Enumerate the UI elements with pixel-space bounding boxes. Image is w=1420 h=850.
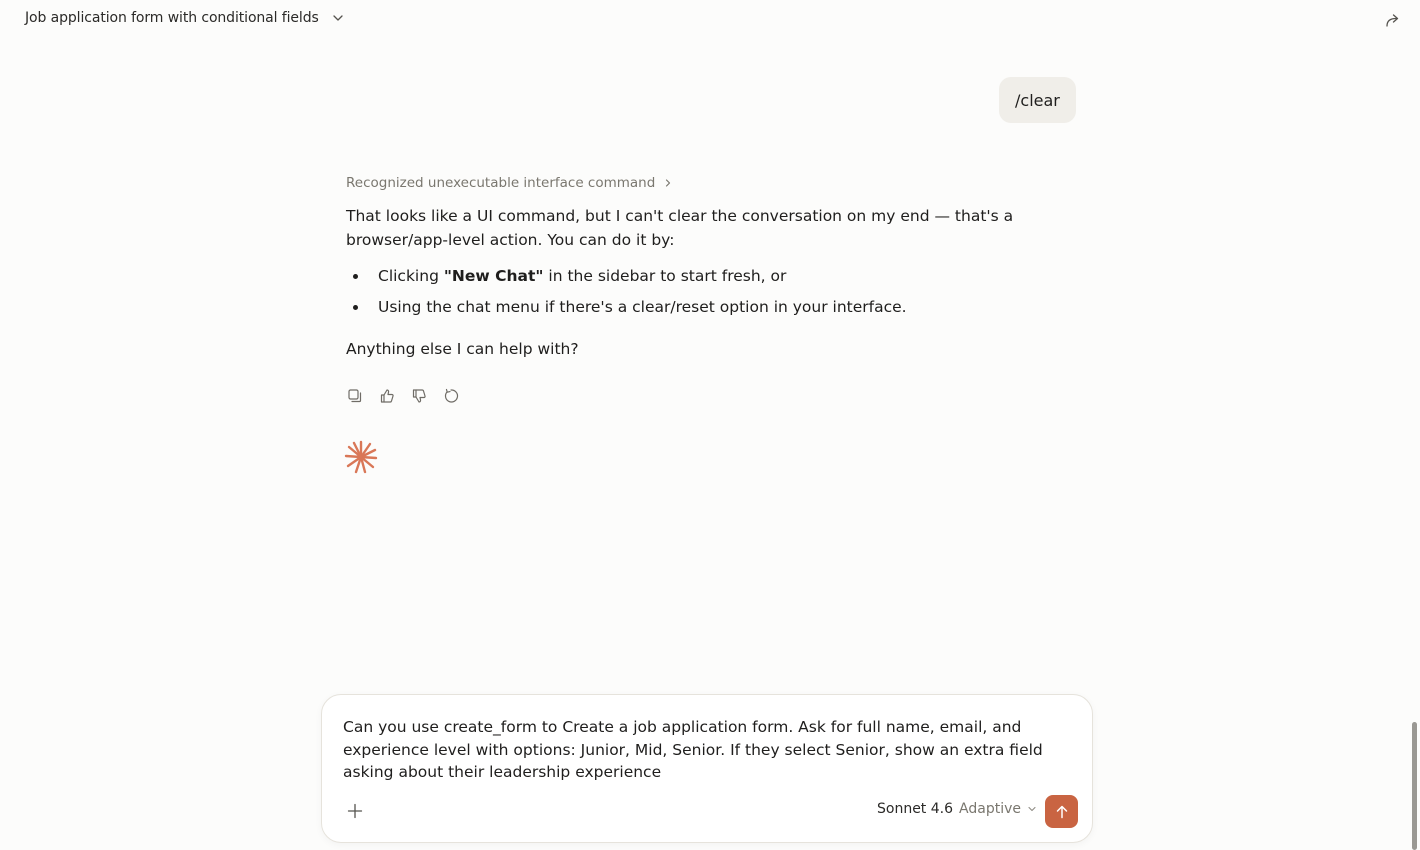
chevron-down-icon (1027, 804, 1037, 814)
thumbs-up-icon (379, 388, 395, 404)
bullet-text: Using the chat menu if there's a clear/reset option in your interface. (378, 298, 907, 316)
chat-header (0, 0, 1420, 40)
thumbs-down-icon (411, 388, 427, 404)
list-item (346, 295, 1026, 319)
chevron-right-icon (663, 178, 673, 188)
assistant-closing-paragraph: Anything else I can help with? (346, 340, 579, 358)
message-composer (321, 694, 1093, 843)
copy-icon (347, 388, 363, 404)
page-scrollbar[interactable] (1412, 722, 1417, 850)
share-button[interactable] (1383, 10, 1403, 30)
thumbs-down-button[interactable] (410, 387, 428, 405)
assistant-bullet-list (346, 264, 1026, 319)
user-message-text: /clear (1015, 90, 1060, 110)
assistant-message (346, 172, 1026, 361)
bullet-bold-text: "New Chat" (443, 267, 544, 285)
assistant-intro-paragraph: That looks like a UI command, but I can't clear the conversation on my end — that's a browser/app-level action. You can do it by: (346, 207, 1014, 249)
chat-title: Job application form with conditional fields (25, 10, 319, 26)
plus-icon (347, 803, 363, 819)
thumbs-up-button[interactable] (378, 387, 396, 405)
bullet-suffix: in the sidebar to start fresh, or (543, 267, 787, 285)
send-button[interactable] (1045, 795, 1078, 828)
user-message-bubble (999, 77, 1076, 123)
retry-icon (443, 388, 459, 404)
chevron-down-icon (331, 11, 345, 25)
attach-button[interactable] (344, 800, 366, 822)
arrow-up-icon (1054, 804, 1070, 820)
claude-spark-icon (344, 440, 378, 474)
model-selector[interactable] (877, 801, 1037, 817)
list-item (346, 264, 1026, 288)
copy-button[interactable] (346, 387, 364, 405)
share-arrow-icon (1384, 11, 1402, 29)
retry-button[interactable] (442, 387, 460, 405)
chat-title-menu[interactable] (25, 10, 345, 26)
thought-summary-toggle[interactable] (346, 172, 1026, 194)
model-mode: Adaptive (959, 801, 1021, 817)
bullet-prefix: Clicking (378, 267, 444, 285)
message-input[interactable]: Can you use create_form to Create a job application form. Ask for full name, email, and experience level with options: Junior, Mid, Senior. If they select Senior, show an extra field asking about their leadership experience (343, 718, 1043, 781)
model-name: Sonnet 4.6 (877, 801, 954, 817)
thought-summary-label: Recognized unexecutable interface command (346, 175, 656, 191)
message-actions (346, 387, 460, 405)
